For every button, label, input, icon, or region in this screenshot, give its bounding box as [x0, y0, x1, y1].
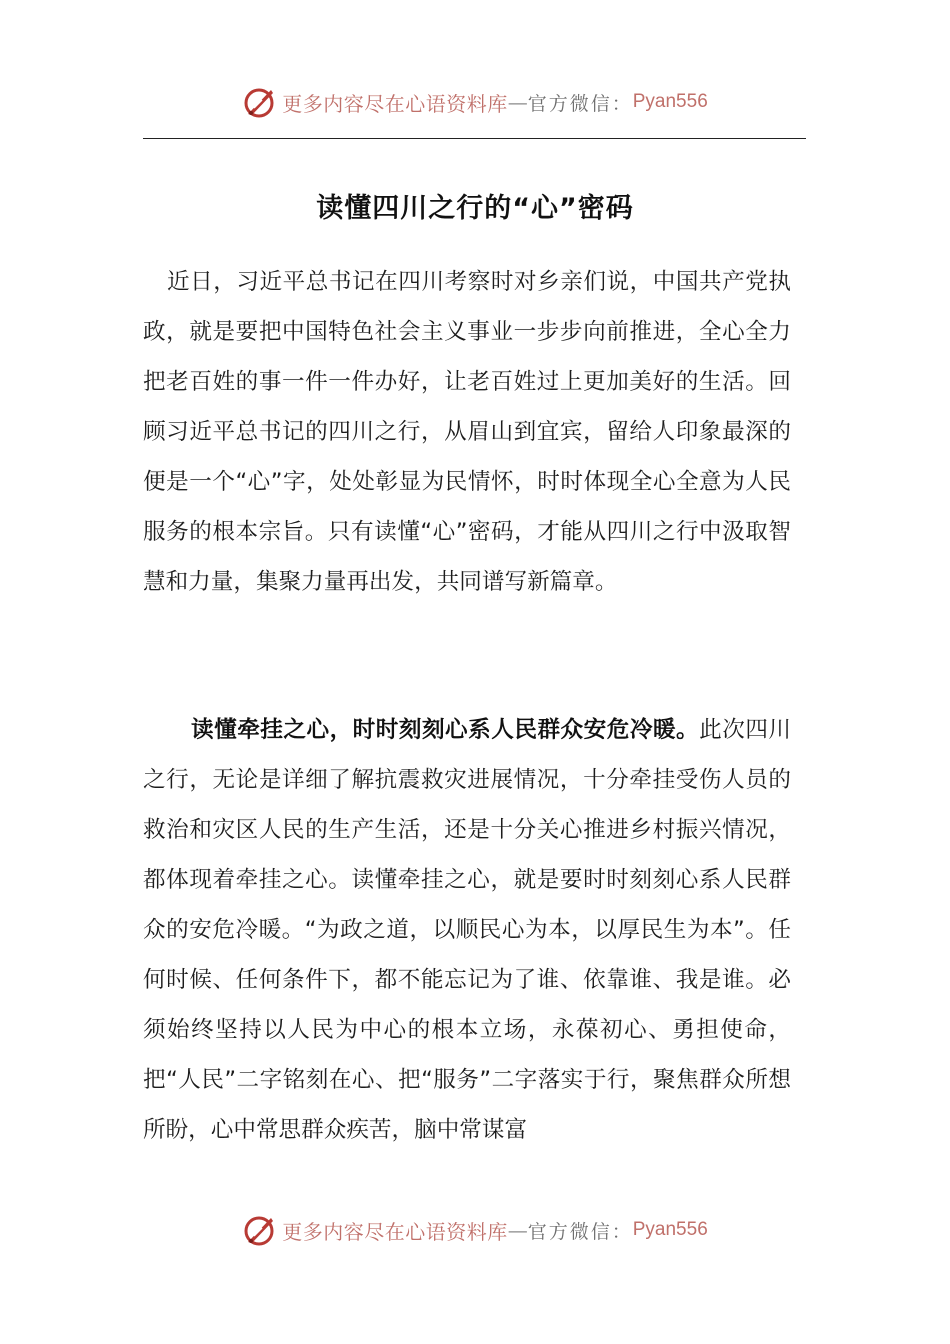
footer-watermark	[0, 1210, 950, 1250]
site-name: 更多内容尽在心语资料库	[282, 1219, 508, 1244]
site-name: 更多内容尽在心语资料库	[282, 91, 508, 116]
quill-pen-logo-icon	[242, 1212, 278, 1248]
banner-dash: —	[507, 1218, 528, 1242]
banner-dash: —	[507, 90, 528, 114]
quill-pen-logo-icon	[242, 84, 278, 120]
paragraph-1-text: 近日，习近平总书记在四川考察时对乡亲们说，中国共产党执政，就是要把中国特色社会主义事业一步步向前推进，全心全力把老百姓的事一件一件办好，让老百姓过上更加美好的生活。回顾习近平总书记的四川之行，从眉山到宜宾，留给人印象最深的便是一个“心”字，处处彰显为民情怀，时时体现全心全意为人民服务的根本宗旨。只有读懂“心”密码，才能从四川之行中汲取智慧和力量，集聚力量再出发，共同谱写新篇章。	[143, 269, 791, 595]
wechat-label: 官方微信：	[527, 1220, 633, 1243]
header-divider	[143, 138, 806, 139]
header-watermark	[0, 82, 950, 122]
paragraph-2	[143, 705, 791, 1155]
wechat-id: Pyan556	[632, 1219, 708, 1240]
wechat-id: Pyan556	[632, 91, 708, 112]
article-title: 读懂四川之行的“心”密码	[316, 193, 634, 224]
wechat-label: 官方微信：	[527, 92, 633, 115]
paragraph-1	[143, 257, 791, 607]
paragraph-2-lead: 读懂牵挂之心，时时刻刻心系人民群众安危冷暖。	[191, 717, 700, 743]
paragraph-2-text: 此次四川之行，无论是详细了解抗震救灾进展情况，十分牵挂受伤人员的救治和灾区人民的生产生活，还是十分关心推进乡村振兴情况，都体现着牵挂之心。读懂牵挂之心，就是要时时刻刻心系人民群众的安危冷暖。“为政之道，以顺民心为本，以厚民生为本”。任何时候、任何条件下，都不能忘记为了谁、依靠谁、我是谁。必须始终坚持以人民为中心的根本立场，永葆初心、勇担使命，把“人民”二字铭刻在心、把“服务”二字落实于行，聚焦群众所想所盼，心中常思群众疾苦，脑中常谋富	[143, 717, 792, 1143]
